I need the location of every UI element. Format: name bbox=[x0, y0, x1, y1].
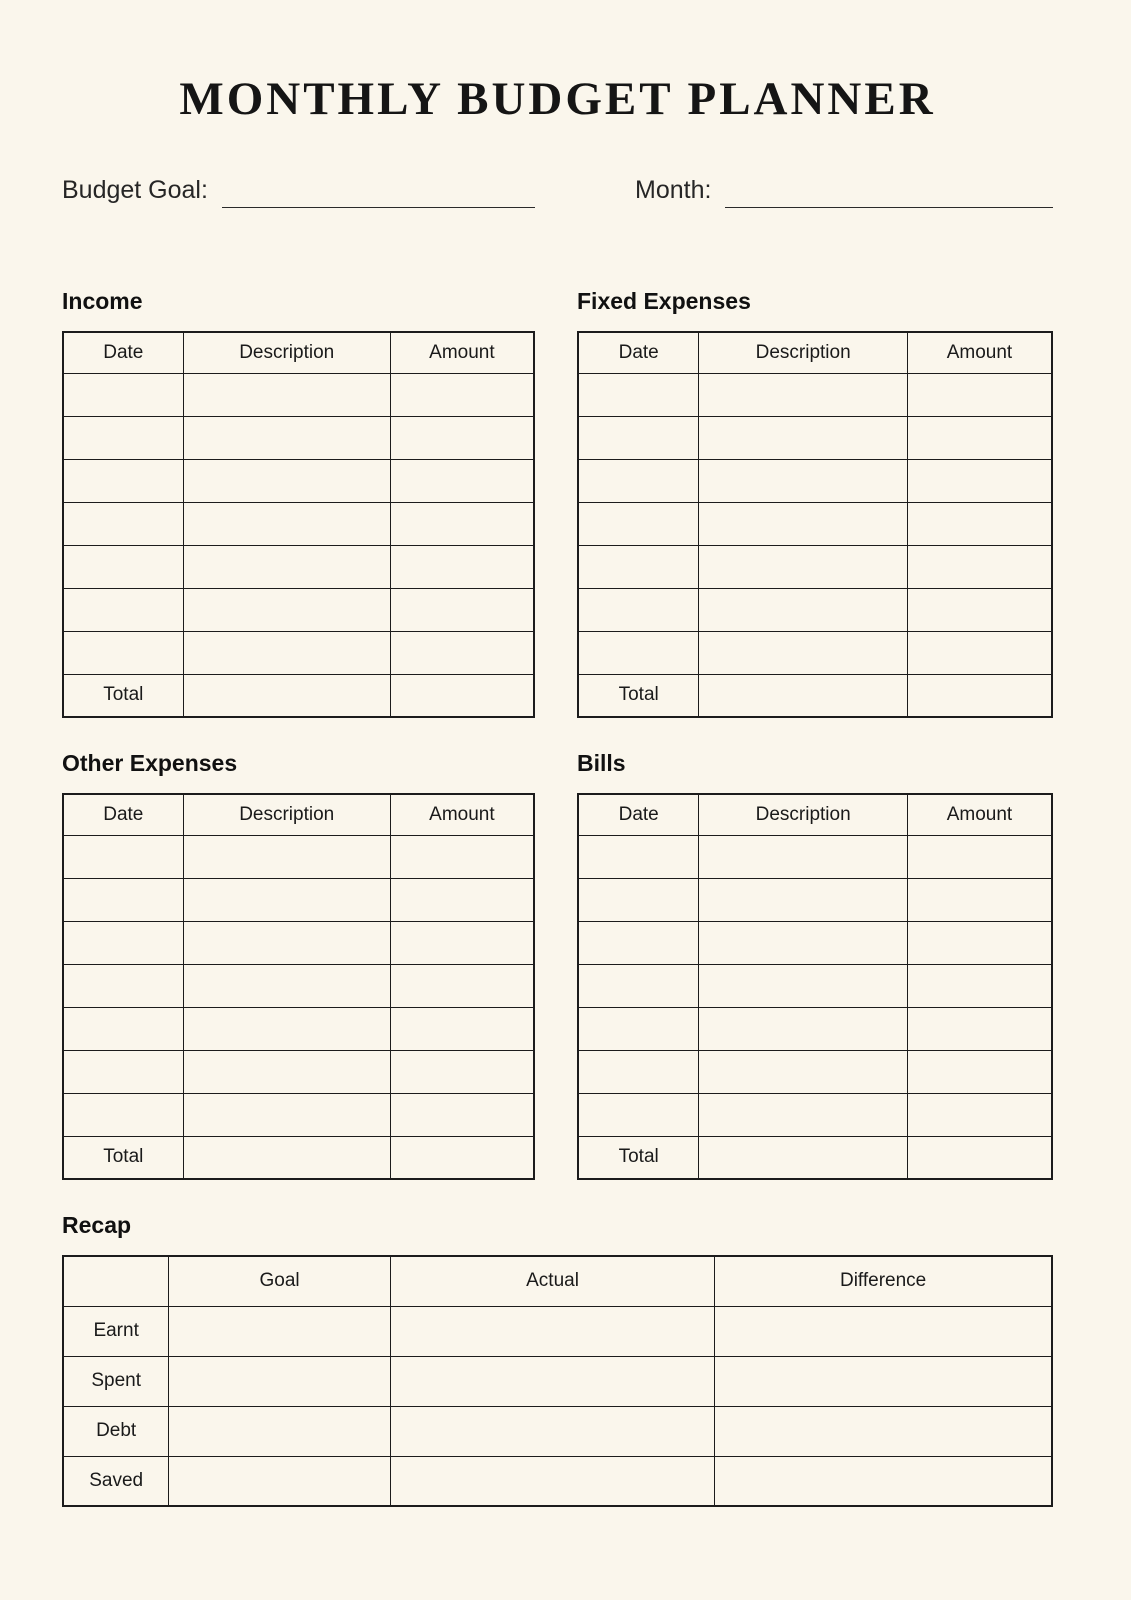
empty-cell bbox=[390, 588, 534, 631]
empty-cell bbox=[699, 459, 908, 502]
empty-cell bbox=[390, 373, 534, 416]
column-header-description: Description bbox=[183, 794, 390, 835]
other-expenses-table bbox=[62, 793, 535, 1180]
column-header-date: Date bbox=[63, 794, 183, 835]
empty-cell bbox=[578, 459, 699, 502]
empty-cell bbox=[183, 631, 390, 674]
recap-header-actual: Actual bbox=[390, 1256, 714, 1306]
empty-cell bbox=[183, 921, 390, 964]
total-description-cell bbox=[699, 674, 908, 717]
empty-cell bbox=[578, 416, 699, 459]
table-row bbox=[578, 878, 1052, 921]
empty-cell bbox=[183, 502, 390, 545]
empty-cell bbox=[169, 1456, 391, 1506]
empty-cell bbox=[390, 964, 534, 1007]
total-amount-cell bbox=[907, 1136, 1052, 1179]
empty-cell bbox=[63, 631, 183, 674]
section-title-recap: Recap bbox=[62, 1212, 132, 1238]
empty-cell bbox=[183, 1093, 390, 1136]
empty-cell bbox=[699, 921, 908, 964]
total-amount-cell bbox=[907, 674, 1052, 717]
section-title-other-expenses: Other Expenses bbox=[62, 750, 238, 776]
empty-cell bbox=[578, 631, 699, 674]
empty-cell bbox=[169, 1356, 391, 1406]
column-header-amount: Amount bbox=[390, 332, 534, 373]
header-row bbox=[578, 332, 1052, 373]
table-row bbox=[578, 631, 1052, 674]
empty-cell bbox=[390, 1050, 534, 1093]
empty-cell bbox=[390, 459, 534, 502]
empty-cell bbox=[183, 459, 390, 502]
total-amount-cell bbox=[390, 674, 534, 717]
empty-cell bbox=[63, 459, 183, 502]
empty-cell bbox=[699, 631, 908, 674]
empty-cell bbox=[907, 545, 1052, 588]
recap-table bbox=[62, 1255, 1053, 1507]
total-label: Total bbox=[63, 1136, 183, 1179]
table-row bbox=[63, 1007, 534, 1050]
column-header-date: Date bbox=[578, 794, 699, 835]
recap-row-spent bbox=[63, 1356, 1052, 1406]
empty-cell bbox=[63, 1093, 183, 1136]
empty-cell bbox=[907, 878, 1052, 921]
bills-table bbox=[577, 793, 1053, 1180]
table-row bbox=[63, 588, 534, 631]
empty-cell bbox=[390, 1007, 534, 1050]
recap-row-label: Debt bbox=[63, 1406, 169, 1456]
empty-cell bbox=[578, 373, 699, 416]
recap-row-saved bbox=[63, 1456, 1052, 1506]
empty-cell bbox=[578, 964, 699, 1007]
column-header-amount: Amount bbox=[390, 794, 534, 835]
empty-cell bbox=[390, 878, 534, 921]
empty-cell bbox=[183, 1007, 390, 1050]
recap-row-earnt bbox=[63, 1306, 1052, 1356]
empty-cell bbox=[715, 1306, 1052, 1356]
empty-cell bbox=[699, 1007, 908, 1050]
header-fields-row bbox=[62, 176, 1053, 208]
empty-cell bbox=[907, 1093, 1052, 1136]
empty-cell bbox=[390, 1306, 714, 1356]
empty-cell bbox=[715, 1456, 1052, 1506]
total-label: Total bbox=[578, 674, 699, 717]
empty-cell bbox=[63, 878, 183, 921]
table-row bbox=[63, 545, 534, 588]
empty-cell bbox=[699, 1050, 908, 1093]
table-row bbox=[63, 373, 534, 416]
table-row bbox=[578, 459, 1052, 502]
header-row bbox=[578, 794, 1052, 835]
table-row bbox=[578, 1007, 1052, 1050]
column-header-date: Date bbox=[578, 332, 699, 373]
empty-cell bbox=[699, 373, 908, 416]
empty-cell bbox=[63, 1050, 183, 1093]
table-row bbox=[63, 1050, 534, 1093]
column-header-description: Description bbox=[699, 794, 908, 835]
total-description-cell bbox=[183, 1136, 390, 1179]
empty-cell bbox=[715, 1406, 1052, 1456]
empty-cell bbox=[578, 502, 699, 545]
empty-cell bbox=[183, 1050, 390, 1093]
tables-grid bbox=[62, 288, 1053, 1180]
empty-cell bbox=[390, 502, 534, 545]
recap-row-label: Saved bbox=[63, 1456, 169, 1506]
empty-cell bbox=[578, 835, 699, 878]
empty-cell bbox=[63, 921, 183, 964]
table-row bbox=[63, 416, 534, 459]
total-amount-cell bbox=[390, 1136, 534, 1179]
table-row bbox=[63, 921, 534, 964]
recap-corner-cell bbox=[63, 1256, 169, 1306]
empty-cell bbox=[907, 373, 1052, 416]
section-recap bbox=[62, 1212, 1053, 1507]
empty-cell bbox=[699, 416, 908, 459]
empty-cell bbox=[699, 545, 908, 588]
section-title-fixed-expenses: Fixed Expenses bbox=[577, 288, 751, 314]
table-row bbox=[578, 1050, 1052, 1093]
table-row bbox=[578, 921, 1052, 964]
column-header-description: Description bbox=[183, 332, 390, 373]
empty-cell bbox=[907, 964, 1052, 1007]
empty-cell bbox=[183, 588, 390, 631]
empty-cell bbox=[699, 878, 908, 921]
empty-cell bbox=[169, 1306, 391, 1356]
budget-goal-line bbox=[222, 176, 535, 208]
table-row bbox=[578, 502, 1052, 545]
empty-cell bbox=[390, 545, 534, 588]
empty-cell bbox=[578, 921, 699, 964]
recap-header-row bbox=[63, 1256, 1052, 1306]
empty-cell bbox=[578, 588, 699, 631]
empty-cell bbox=[907, 502, 1052, 545]
empty-cell bbox=[390, 1356, 714, 1406]
total-description-cell bbox=[699, 1136, 908, 1179]
section-title-bills: Bills bbox=[577, 750, 626, 776]
empty-cell bbox=[63, 964, 183, 1007]
header-row bbox=[63, 794, 534, 835]
empty-cell bbox=[183, 835, 390, 878]
empty-cell bbox=[699, 502, 908, 545]
page-title: MONTHLY BUDGET PLANNER bbox=[179, 73, 936, 125]
empty-cell bbox=[907, 921, 1052, 964]
empty-cell bbox=[578, 1050, 699, 1093]
empty-cell bbox=[390, 1093, 534, 1136]
table-row bbox=[63, 631, 534, 674]
empty-cell bbox=[63, 373, 183, 416]
month-field bbox=[577, 176, 1053, 208]
empty-cell bbox=[390, 1456, 714, 1506]
empty-cell bbox=[578, 1007, 699, 1050]
section-other-expenses bbox=[62, 750, 535, 1180]
month-label: Month: bbox=[635, 176, 712, 204]
empty-cell bbox=[169, 1406, 391, 1456]
total-label: Total bbox=[63, 674, 183, 717]
header-row bbox=[63, 332, 534, 373]
table-row bbox=[578, 545, 1052, 588]
empty-cell bbox=[578, 545, 699, 588]
table-row bbox=[63, 459, 534, 502]
total-row bbox=[63, 674, 534, 717]
empty-cell bbox=[63, 588, 183, 631]
empty-cell bbox=[907, 416, 1052, 459]
table-row bbox=[578, 835, 1052, 878]
empty-cell bbox=[907, 631, 1052, 674]
empty-cell bbox=[183, 373, 390, 416]
empty-cell bbox=[183, 416, 390, 459]
empty-cell bbox=[907, 1007, 1052, 1050]
column-header-amount: Amount bbox=[907, 794, 1052, 835]
table-row bbox=[578, 1093, 1052, 1136]
budget-goal-label: Budget Goal: bbox=[62, 176, 208, 204]
empty-cell bbox=[390, 631, 534, 674]
empty-cell bbox=[907, 1050, 1052, 1093]
section-title-income: Income bbox=[62, 288, 143, 314]
empty-cell bbox=[390, 416, 534, 459]
table-row bbox=[578, 588, 1052, 631]
recap-header-difference: Difference bbox=[715, 1256, 1052, 1306]
section-fixed-expenses bbox=[577, 288, 1053, 718]
table-row bbox=[578, 964, 1052, 1007]
column-header-amount: Amount bbox=[907, 332, 1052, 373]
empty-cell bbox=[63, 502, 183, 545]
empty-cell bbox=[578, 878, 699, 921]
empty-cell bbox=[63, 1007, 183, 1050]
table-row bbox=[578, 416, 1052, 459]
empty-cell bbox=[183, 964, 390, 1007]
empty-cell bbox=[715, 1356, 1052, 1406]
total-description-cell bbox=[183, 674, 390, 717]
empty-cell bbox=[907, 835, 1052, 878]
table-row bbox=[578, 373, 1052, 416]
total-row bbox=[578, 674, 1052, 717]
income-table bbox=[62, 331, 535, 718]
section-bills bbox=[577, 750, 1053, 1180]
empty-cell bbox=[907, 588, 1052, 631]
column-header-date: Date bbox=[63, 332, 183, 373]
table-row bbox=[63, 835, 534, 878]
empty-cell bbox=[699, 1093, 908, 1136]
recap-row-label: Spent bbox=[63, 1356, 169, 1406]
table-row bbox=[63, 878, 534, 921]
empty-cell bbox=[390, 921, 534, 964]
section-income bbox=[62, 288, 535, 718]
recap-row-debt bbox=[63, 1406, 1052, 1456]
empty-cell bbox=[578, 1093, 699, 1136]
empty-cell bbox=[63, 545, 183, 588]
empty-cell bbox=[390, 1406, 714, 1456]
table-row bbox=[63, 502, 534, 545]
fixed-expenses-table bbox=[577, 331, 1053, 718]
empty-cell bbox=[63, 835, 183, 878]
total-row bbox=[63, 1136, 534, 1179]
total-row bbox=[578, 1136, 1052, 1179]
budget-goal-field bbox=[62, 176, 535, 208]
recap-row-label: Earnt bbox=[63, 1306, 169, 1356]
total-label: Total bbox=[578, 1136, 699, 1179]
empty-cell bbox=[699, 964, 908, 1007]
empty-cell bbox=[699, 588, 908, 631]
month-line bbox=[725, 176, 1053, 208]
table-row bbox=[63, 1093, 534, 1136]
empty-cell bbox=[907, 459, 1052, 502]
empty-cell bbox=[63, 416, 183, 459]
empty-cell bbox=[699, 835, 908, 878]
empty-cell bbox=[183, 545, 390, 588]
column-header-description: Description bbox=[699, 332, 908, 373]
empty-cell bbox=[183, 878, 390, 921]
recap-header-goal: Goal bbox=[169, 1256, 391, 1306]
empty-cell bbox=[390, 835, 534, 878]
table-row bbox=[63, 964, 534, 1007]
